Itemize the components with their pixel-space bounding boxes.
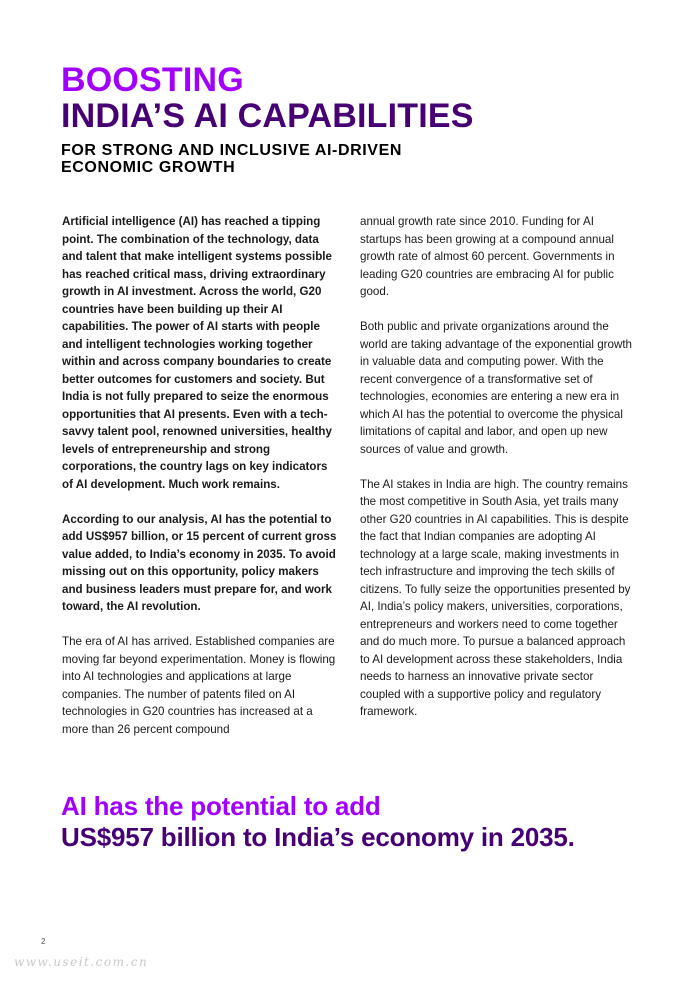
page-subtitle: FOR STRONG AND INCLUSIVE AI-DRIVEN ECONOMIC GROWTH (61, 142, 403, 176)
stakes-paragraph: The AI stakes in India are high. The country remains the most competitive in South Asia, yet trails many other G20 countries in AI capabilities. This is despite the fact that Indian companies are adopting AI technology at a large scale, making investments in tech infrastructure and improving the tech skills of citizens. To fully seize the opportunities presented by AI, India’s policy makers, universities, corporations, entrepreneurs and workers need to come together and do much more. To pursue a balanced approach to AI development across these stakeholders, India needs to harness an innovative private sector coupled with a supportive policy and regulatory framework. (360, 477, 631, 718)
page-title-line-2: INDIA’S AI CAPABILITIES (61, 97, 474, 135)
body-column-left (62, 213, 337, 756)
page-number: 2 (41, 937, 46, 946)
pull-quote (61, 791, 621, 853)
body-column-right (360, 213, 635, 738)
watermark: www.useit.com.cn (14, 955, 149, 969)
page-title-line-1: BOOSTING (61, 61, 244, 99)
funding-paragraph: annual growth rate since 2010. Funding for AI startups has been growing at a compound annual growth rate of almost 60 percent. Governments in leading G20 countries are embracing AI for public good. (360, 215, 615, 298)
intro-paragraph: Artificial intelligence (AI) has reached a tipping point. The combination of the technology, data and talent that make intelligent systems possible has reached critical mass, driving extraordinary growth in AI investment. Across the world, G20 countries have been building up their AI capabilities. The power of AI starts with people and intelligent technologies working together within and across company boundaries to create better outcomes for customers and society. But India is not fully prepared to seize the enormous opportunities that AI presents. Even with a tech-savvy talent pool, renowned universities, healthy levels of entrepreneurship and strong corporations, the country lags on key indicators of AI development. Much work remains. (62, 215, 332, 491)
pull-quote-line-1: AI has the potential to add (61, 791, 381, 821)
pull-quote-line-2: US$957 billion to India’s economy in 2035. (61, 822, 575, 852)
era-paragraph: The era of AI has arrived. Established companies are moving far beyond experimentation. Money is flowing into AI technologies and applications at large companies. The number of patents filed on AI technologies in G20 countries has increased at a more than 26 percent compound (62, 635, 336, 736)
analysis-paragraph: According to our analysis, AI has the potential to add US$957 billion, or 15 percent of current gross value added, to India’s economy in 2035. To avoid missing out on this opportunity, policy makers and business leaders must prepare for, and work toward, the AI revolution. (62, 512, 337, 613)
organizations-paragraph: Both public and private organizations around the world are taking advantage of the exponential growth in valuable data and computing power. With the recent convergence of a transformative set of technologies, economies are entering a new era in which AI has the potential to overcome the physical limitations of capital and labor, and open up new sources of value and growth. (360, 320, 632, 456)
